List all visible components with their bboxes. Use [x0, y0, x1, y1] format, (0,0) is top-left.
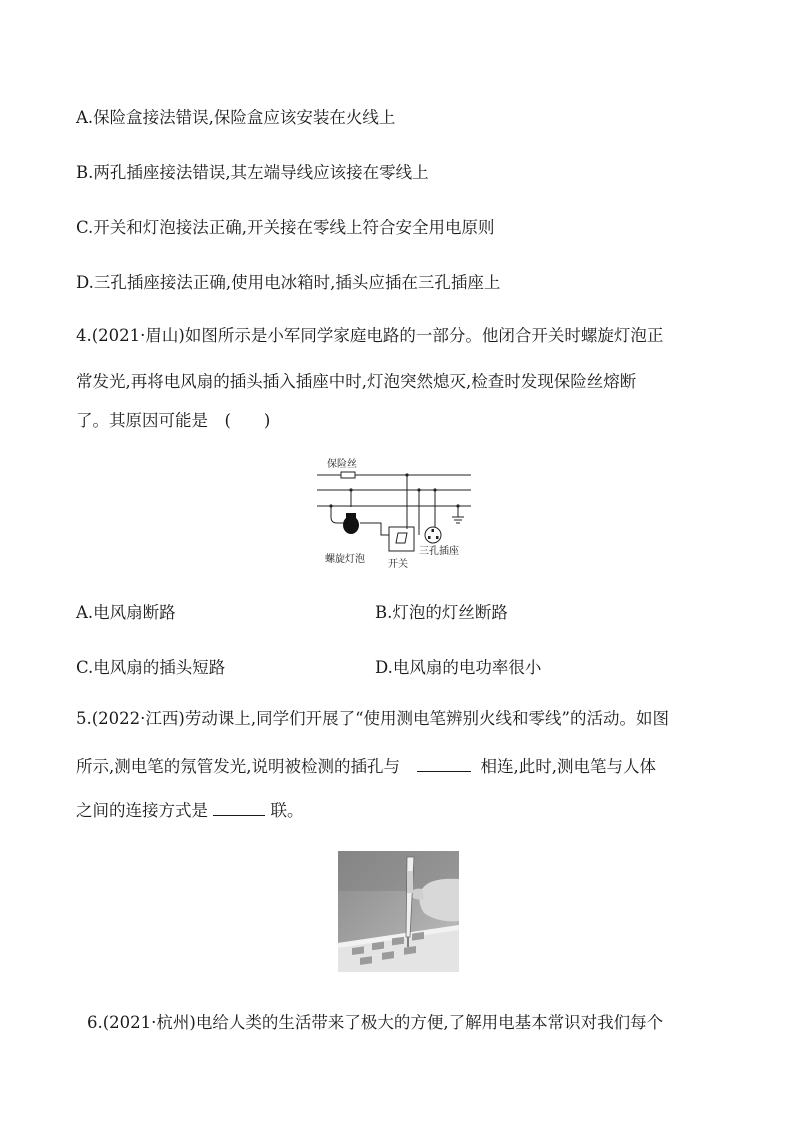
bulb-icon: [343, 513, 359, 534]
test-pen-photo: [338, 851, 459, 972]
q5-stem-line3: 之间的连接方式是 联。: [76, 801, 304, 820]
q3-option-d: D.三孔插座接法正确,使用电冰箱时,插头应插在三孔插座上: [76, 273, 501, 292]
socket-label: 三孔插座: [419, 546, 459, 557]
q4-stem-line3: 了。其原因可能是 ( ): [76, 411, 271, 430]
q5-stem-line1: 5.(2022·江西)劳动课上,同学们开展了“使用测电笔辨别火线和零线”的活动。如图: [76, 709, 669, 728]
q6-stem-line1: 6.(2021·杭州)电给人类的生活带来了极大的方便,了解用电基本常识对我们每个: [87, 1013, 664, 1032]
q4-options-row1: [76, 603, 508, 623]
q4-stem-line2: 常发光,再将电风扇的插头插入插座中时,灯泡突然熄灭,检查时发现保险丝熔断: [76, 372, 637, 391]
q4-option-b: B.灯泡的灯丝断路: [375, 603, 508, 622]
q4-option-a: A.电风扇断路: [76, 603, 176, 622]
q3-option-b: B.两孔插座接法错误,其左端导线应该接在零线上: [76, 163, 429, 182]
q3-option-a: A.保险盒接法错误,保险盒应该安装在火线上: [76, 108, 396, 127]
q4-options-row2: [76, 658, 542, 678]
circuit-diagram: [313, 455, 489, 573]
q4-stem-line1: 4.(2021·眉山)如图所示是小军同学家庭电路的一部分。他闭合开关时螺旋灯泡正: [76, 326, 664, 345]
answer-blank-1[interactable]: [417, 755, 471, 772]
fuse-label: 保险丝: [327, 459, 357, 470]
bulb-label: 螺旋灯泡: [325, 554, 365, 565]
fuse-symbol: [341, 472, 355, 478]
q5-stem-line2: 所示,测电笔的氖管发光,说明被检测的插孔与 相连,此时,测电笔与人体: [76, 757, 656, 776]
q4-option-d: D.电风扇的电功率很小: [375, 658, 542, 677]
switch-label: 开关: [388, 559, 408, 570]
q3-option-c: C.开关和灯泡接法正确,开关接在零线上符合安全用电原则: [76, 218, 495, 237]
answer-blank-2[interactable]: [213, 799, 265, 816]
socket-icon: [428, 529, 439, 539]
q4-option-c: C.电风扇的插头短路: [76, 658, 226, 677]
